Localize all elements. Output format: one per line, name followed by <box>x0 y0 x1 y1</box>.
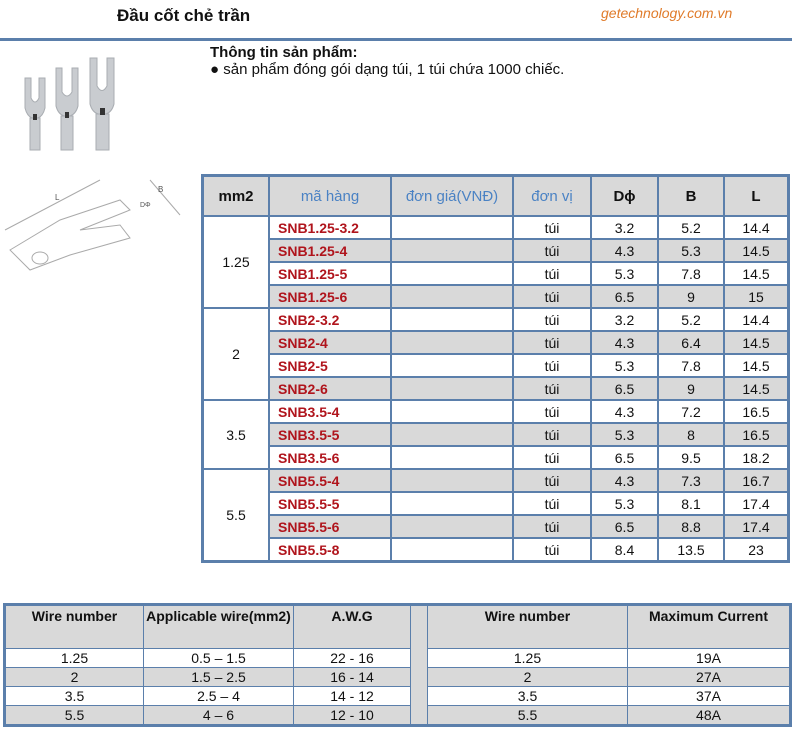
spec-cell: 1.25 <box>428 649 628 668</box>
price-cell <box>391 469 513 492</box>
code-cell: SNB1.25-5 <box>269 262 391 285</box>
table-row <box>5 649 791 668</box>
table-row <box>203 400 789 423</box>
l-cell: 16.7 <box>724 469 789 492</box>
l-cell: 14.5 <box>724 354 789 377</box>
spec-cell: 14 - 12 <box>294 687 411 706</box>
col-d: Dϕ <box>591 176 658 217</box>
unit-cell: túi <box>513 515 591 538</box>
unit-cell: túi <box>513 469 591 492</box>
spec-cell: 2 <box>5 668 144 687</box>
table-row <box>203 308 789 331</box>
code-cell: SNB5.5-4 <box>269 469 391 492</box>
table-row <box>203 538 789 562</box>
table-row <box>203 216 789 239</box>
l-cell: 17.4 <box>724 515 789 538</box>
table-row <box>203 331 789 354</box>
col-max-current: Maximum Current <box>628 605 791 649</box>
table-row <box>203 423 789 446</box>
b-cell: 5.3 <box>658 239 724 262</box>
unit-cell: túi <box>513 538 591 562</box>
code-cell: SNB2-4 <box>269 331 391 354</box>
unit-cell: túi <box>513 331 591 354</box>
code-cell: SNB5.5-6 <box>269 515 391 538</box>
dimension-drawing <box>0 170 195 280</box>
price-cell <box>391 262 513 285</box>
table-row <box>203 239 789 262</box>
col-wire-number: Wire number <box>5 605 144 649</box>
table-row <box>203 469 789 492</box>
spec-cell: 3.5 <box>428 687 628 706</box>
price-cell <box>391 377 513 400</box>
code-cell: SNB1.25-4 <box>269 239 391 262</box>
label-b: B <box>158 185 164 194</box>
unit-cell: túi <box>513 446 591 469</box>
table-row <box>5 668 791 687</box>
spec-cell: 0.5 – 1.5 <box>144 649 294 668</box>
code-cell: SNB2-3.2 <box>269 308 391 331</box>
price-cell <box>391 492 513 515</box>
price-cell <box>391 239 513 262</box>
code-cell: SNB3.5-4 <box>269 400 391 423</box>
b-cell: 9 <box>658 285 724 308</box>
d-cell: 3.2 <box>591 308 658 331</box>
l-cell: 14.5 <box>724 239 789 262</box>
price-cell <box>391 423 513 446</box>
spec-cell: 2 <box>428 668 628 687</box>
product-table <box>201 174 790 563</box>
col-mm2: mm2 <box>203 176 270 217</box>
l-cell: 16.5 <box>724 423 789 446</box>
l-cell: 17.4 <box>724 492 789 515</box>
spec-cell: 5.5 <box>428 706 628 726</box>
unit-cell: túi <box>513 354 591 377</box>
l-cell: 16.5 <box>724 400 789 423</box>
d-cell: 4.3 <box>591 239 658 262</box>
table-row <box>203 262 789 285</box>
b-cell: 7.8 <box>658 262 724 285</box>
d-cell: 4.3 <box>591 469 658 492</box>
wire-spec-table <box>3 603 792 727</box>
price-cell <box>391 400 513 423</box>
site-link[interactable]: getechnology.com.vn <box>601 5 733 21</box>
price-cell <box>391 538 513 562</box>
unit-cell: túi <box>513 239 591 262</box>
d-cell: 4.3 <box>591 400 658 423</box>
col-unit: đơn vị <box>513 176 591 217</box>
l-cell: 14.4 <box>724 216 789 239</box>
d-cell: 4.3 <box>591 331 658 354</box>
col-applicable-wire: Applicable wire(mm2) <box>144 605 294 649</box>
gap <box>411 687 428 706</box>
price-cell <box>391 308 513 331</box>
spec-cell: 12 - 10 <box>294 706 411 726</box>
unit-cell: túi <box>513 423 591 446</box>
spec-cell: 48A <box>628 706 791 726</box>
l-cell: 14.4 <box>724 308 789 331</box>
b-cell: 5.2 <box>658 216 724 239</box>
b-cell: 13.5 <box>658 538 724 562</box>
table-row <box>5 687 791 706</box>
spec-cell: 1.25 <box>5 649 144 668</box>
code-cell: SNB3.5-6 <box>269 446 391 469</box>
b-cell: 7.3 <box>658 469 724 492</box>
l-cell: 14.5 <box>724 262 789 285</box>
gap <box>411 706 428 726</box>
unit-cell: túi <box>513 377 591 400</box>
table-row <box>203 285 789 308</box>
code-cell: SNB2-6 <box>269 377 391 400</box>
table-row <box>203 377 789 400</box>
b-cell: 7.2 <box>658 400 724 423</box>
b-cell: 9.5 <box>658 446 724 469</box>
table-header <box>5 605 791 649</box>
price-cell <box>391 446 513 469</box>
col-price: đơn giá(VNĐ) <box>391 176 513 217</box>
table-row <box>203 446 789 469</box>
spec-cell: 2.5 – 4 <box>144 687 294 706</box>
col-wire-number-2: Wire number <box>428 605 628 649</box>
b-cell: 6.4 <box>658 331 724 354</box>
col-awg: A.W.G <box>294 605 411 649</box>
mm2-cell: 1.25 <box>203 216 270 308</box>
code-cell: SNB5.5-8 <box>269 538 391 562</box>
b-cell: 5.2 <box>658 308 724 331</box>
code-cell: SNB5.5-5 <box>269 492 391 515</box>
spec-cell: 4 – 6 <box>144 706 294 726</box>
d-cell: 8.4 <box>591 538 658 562</box>
price-cell <box>391 354 513 377</box>
col-b: B <box>658 176 724 217</box>
page-title: Đầu cốt chẻ trần <box>117 6 251 25</box>
spec-cell: 3.5 <box>5 687 144 706</box>
spec-cell: 5.5 <box>5 706 144 726</box>
spec-cell: 27A <box>628 668 791 687</box>
d-cell: 6.5 <box>591 515 658 538</box>
unit-cell: túi <box>513 308 591 331</box>
code-cell: SNB3.5-5 <box>269 423 391 446</box>
d-cell: 5.3 <box>591 423 658 446</box>
col-l: L <box>724 176 789 217</box>
price-cell <box>391 515 513 538</box>
d-cell: 3.2 <box>591 216 658 239</box>
l-cell: 14.5 <box>724 331 789 354</box>
unit-cell: túi <box>513 492 591 515</box>
spec-cell: 16 - 14 <box>294 668 411 687</box>
header-divider <box>0 38 792 41</box>
gap <box>411 668 428 687</box>
gap <box>411 649 428 668</box>
mm2-cell: 3.5 <box>203 400 270 469</box>
table-row <box>203 515 789 538</box>
mm2-cell: 2 <box>203 308 270 400</box>
l-cell: 23 <box>724 538 789 562</box>
label-l: L <box>55 193 60 202</box>
d-cell: 6.5 <box>591 446 658 469</box>
d-cell: 5.3 <box>591 354 658 377</box>
table-row <box>203 354 789 377</box>
price-cell <box>391 216 513 239</box>
l-cell: 15 <box>724 285 789 308</box>
price-cell <box>391 331 513 354</box>
d-cell: 6.5 <box>591 377 658 400</box>
table-row <box>203 492 789 515</box>
d-cell: 5.3 <box>591 492 658 515</box>
unit-cell: túi <box>513 262 591 285</box>
l-cell: 14.5 <box>724 377 789 400</box>
b-cell: 7.8 <box>658 354 724 377</box>
b-cell: 8.8 <box>658 515 724 538</box>
price-cell <box>391 285 513 308</box>
spec-cell: 22 - 16 <box>294 649 411 668</box>
spec-cell: 1.5 – 2.5 <box>144 668 294 687</box>
d-cell: 6.5 <box>591 285 658 308</box>
unit-cell: túi <box>513 216 591 239</box>
unit-cell: túi <box>513 285 591 308</box>
code-cell: SNB1.25-6 <box>269 285 391 308</box>
mm2-cell: 5.5 <box>203 469 270 562</box>
gap <box>411 605 428 649</box>
l-cell: 18.2 <box>724 446 789 469</box>
b-cell: 8 <box>658 423 724 446</box>
product-info <box>210 44 564 78</box>
info-heading: Thông tin sản phẩm: <box>210 44 358 61</box>
spec-cell: 37A <box>628 687 791 706</box>
col-code: mã hàng <box>269 176 391 217</box>
b-cell: 9 <box>658 377 724 400</box>
label-d: DΦ <box>140 202 151 209</box>
d-cell: 5.3 <box>591 262 658 285</box>
product-photo <box>20 50 120 155</box>
info-bullet: ● sản phẩm đóng gói dạng túi, 1 túi chứa 1000 chiếc. <box>210 61 565 78</box>
code-cell: SNB2-5 <box>269 354 391 377</box>
spec-cell: 19A <box>628 649 791 668</box>
table-header <box>203 176 789 217</box>
b-cell: 8.1 <box>658 492 724 515</box>
code-cell: SNB1.25-3.2 <box>269 216 391 239</box>
table-row <box>5 706 791 726</box>
unit-cell: túi <box>513 400 591 423</box>
